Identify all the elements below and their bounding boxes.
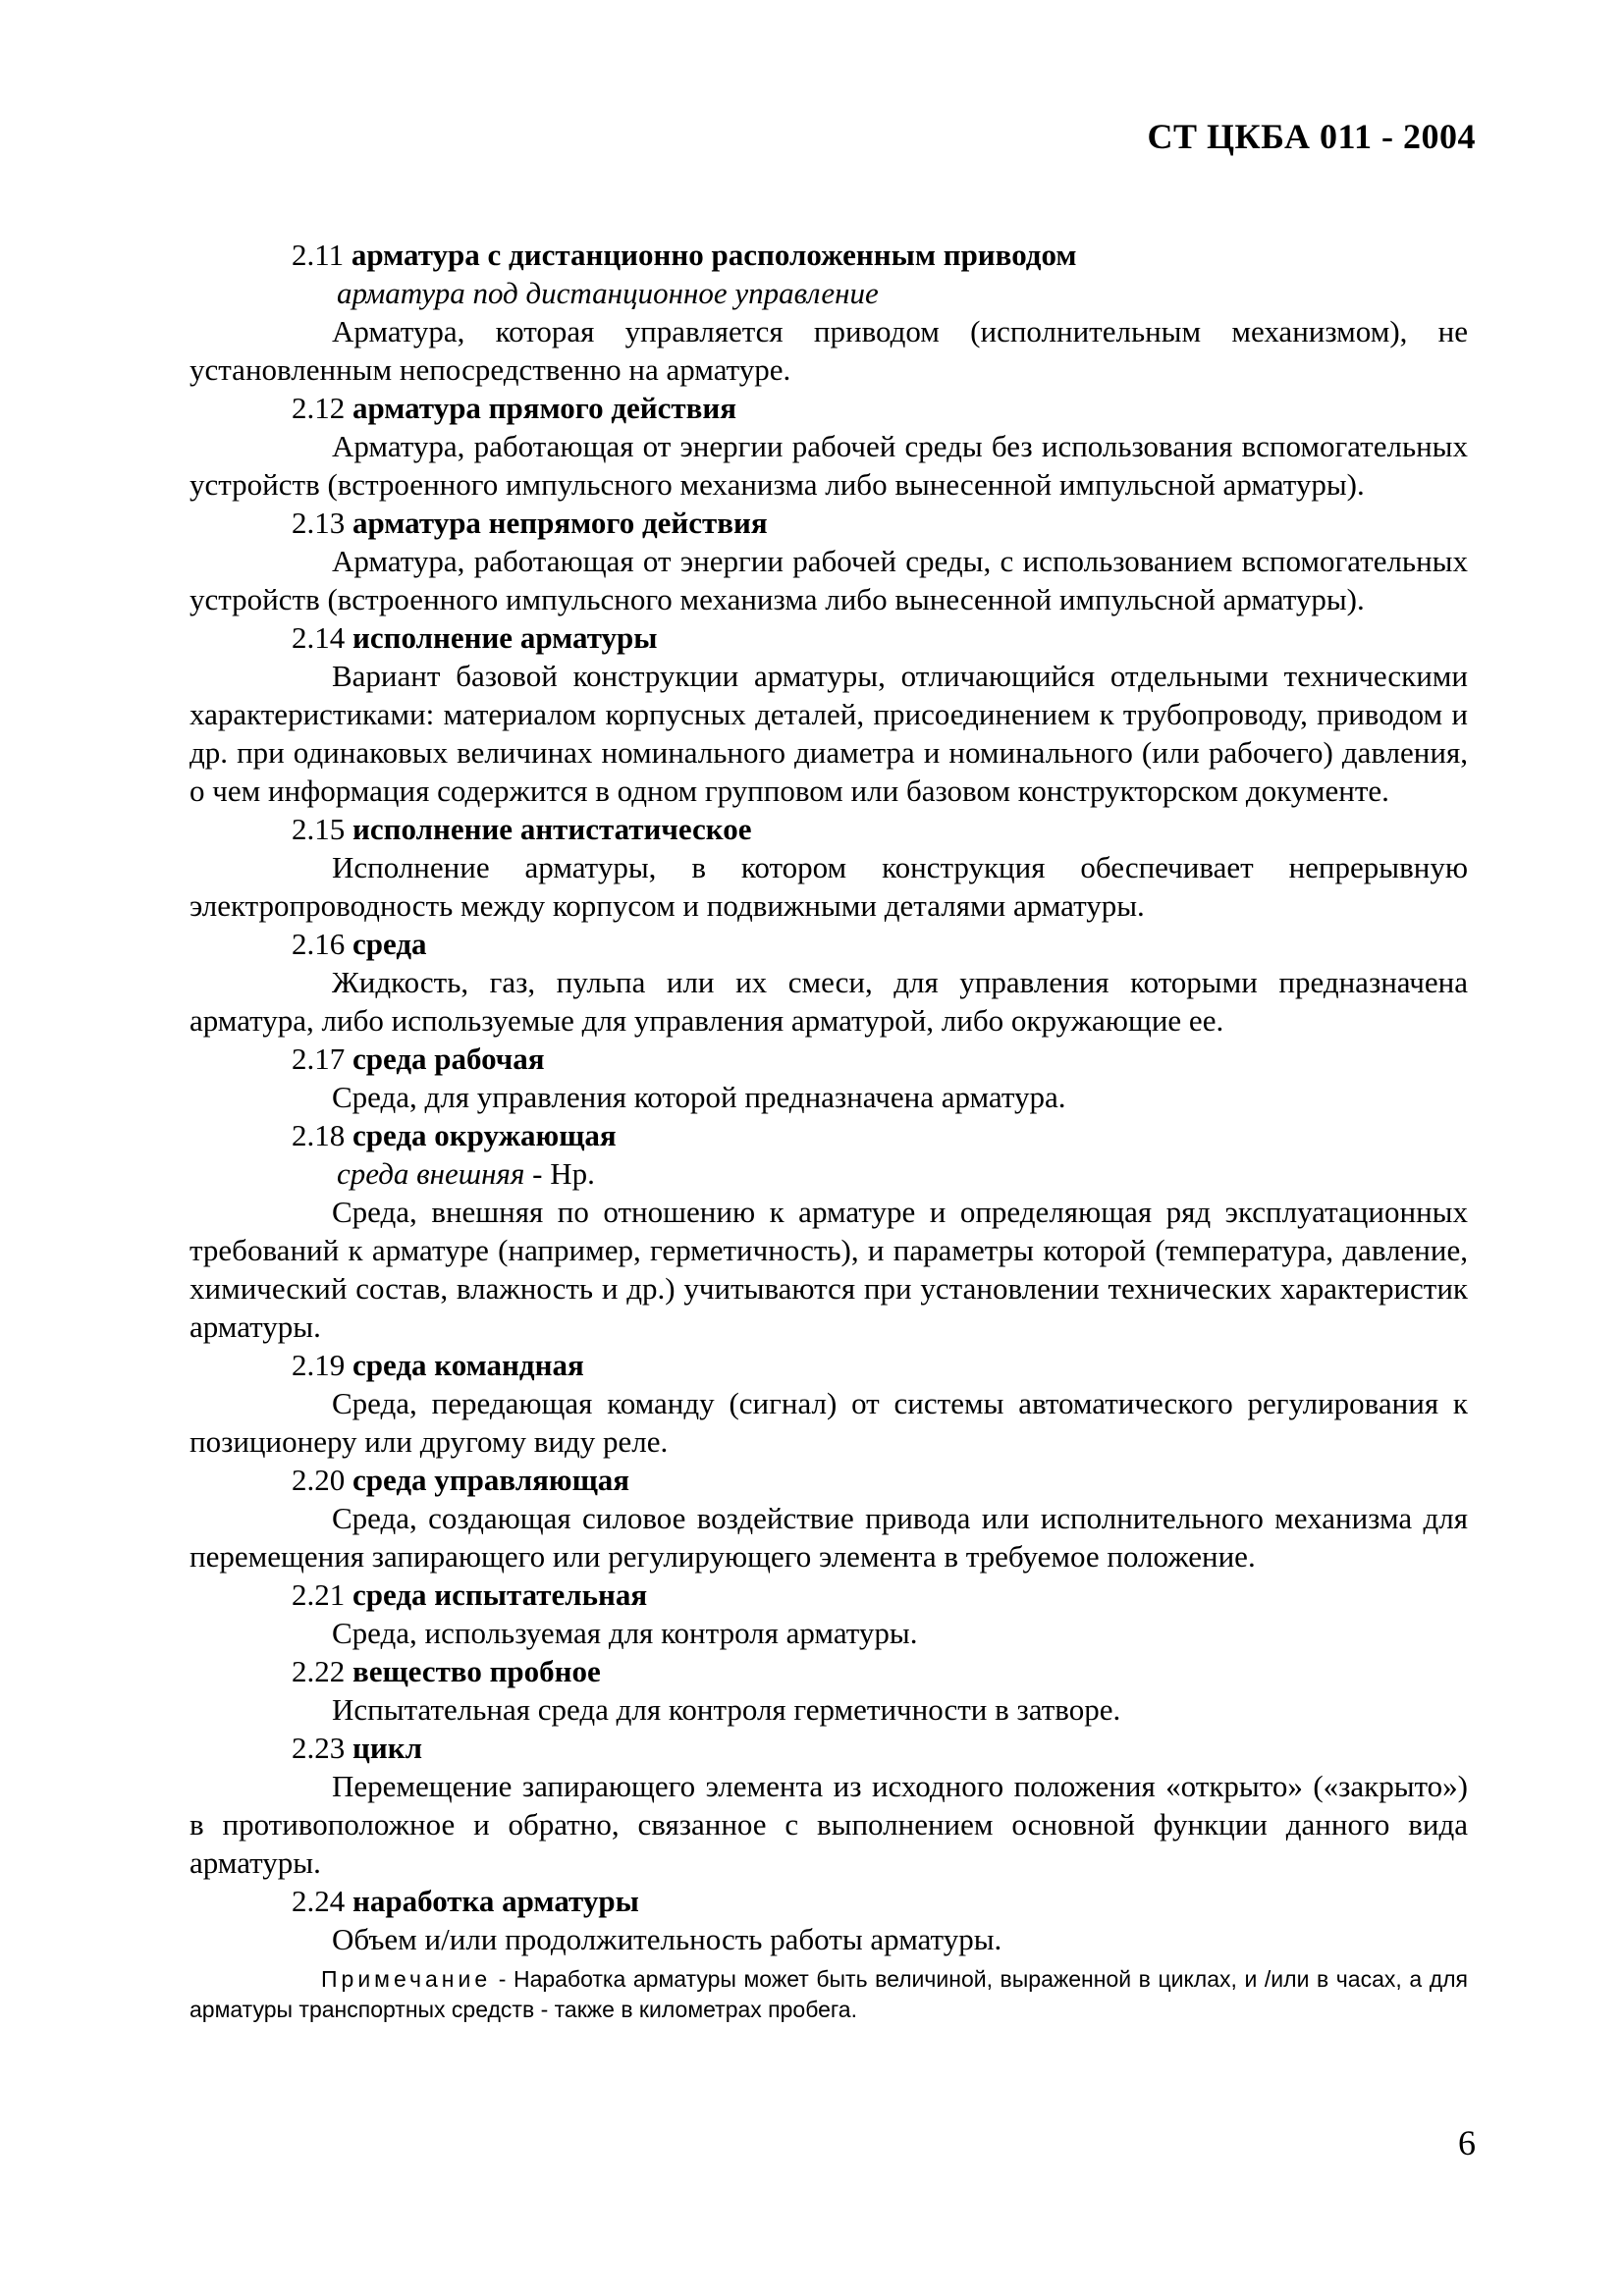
term-name: вещество пробное xyxy=(352,1654,601,1688)
term-name: наработка арматуры xyxy=(352,1884,639,1918)
term-number: 2.11 xyxy=(292,238,345,272)
term-name: среда командная xyxy=(352,1348,584,1382)
term-synonym: арматура под дистанционное управление xyxy=(337,276,879,310)
term-heading xyxy=(292,1729,1468,1767)
synonym-suffix: - Нр. xyxy=(524,1156,595,1191)
term-definition: Жидкость, газ, пульпа или их смеси, для управления которыми предназначена арматура, либо используемые для управления арматурой, либо окружающие ее. xyxy=(189,965,1468,1038)
term-definition: Среда, внешняя по отношению к арматуре и определяющая ряд эксплуатационных требований к арматуре (например, герметичность), и параметры которой (температура, давление, химический состав, влажность и др.) учитываются при установлении технических характеристик арматуры. xyxy=(189,1195,1468,1344)
note xyxy=(189,1964,1468,2025)
term-name: арматура прямого действия xyxy=(352,391,736,425)
term-definition: Арматура, работающая от энергии рабочей среды, с использованием вспомогательных устройств (встроенного импульсного механизма либо вынесенной импульсной арматуры). xyxy=(189,544,1468,616)
term-heading xyxy=(292,618,1468,657)
term-heading xyxy=(292,236,1468,274)
term-number: 2.23 xyxy=(292,1731,346,1765)
entry-2-16 xyxy=(189,925,1468,1040)
term-number: 2.17 xyxy=(292,1041,346,1076)
term-heading xyxy=(292,1882,1468,1920)
term-heading xyxy=(292,925,1468,963)
term-definition: Испытательная среда для контроля герметичности в затворе. xyxy=(332,1692,1121,1727)
term-number: 2.16 xyxy=(292,927,346,961)
entry-2-17 xyxy=(189,1040,1468,1116)
term-synonym-line xyxy=(337,1154,1468,1193)
definitions-content xyxy=(189,236,1468,2025)
term-definition: Исполнение арматуры, в котором конструкция обеспечивает непрерывную электропроводность между корпусом и подвижными деталями арматуры. xyxy=(189,850,1468,923)
term-number: 2.19 xyxy=(292,1348,346,1382)
term-heading xyxy=(292,504,1468,542)
term-name: цикл xyxy=(352,1731,422,1765)
entry-2-22 xyxy=(189,1652,1468,1729)
term-definition: Среда, для управления которой предназначена арматура. xyxy=(332,1080,1066,1114)
entry-2-19 xyxy=(189,1346,1468,1461)
term-heading xyxy=(292,810,1468,848)
term-heading xyxy=(292,1461,1468,1499)
term-name: среда испытательная xyxy=(352,1577,648,1612)
note-text: - Наработка арматуры может быть величиной, выраженной в циклах, и /или в часах, а для арматуры транспортных средств - также в километрах пробега. xyxy=(189,1966,1468,2022)
term-name: исполнение арматуры xyxy=(352,620,658,655)
term-number: 2.12 xyxy=(292,391,346,425)
term-number: 2.22 xyxy=(292,1654,346,1688)
term-name: исполнение антистатическое xyxy=(352,812,752,846)
term-name: среда рабочая xyxy=(352,1041,545,1076)
term-number: 2.20 xyxy=(292,1463,346,1497)
term-number: 2.14 xyxy=(292,620,346,655)
term-heading xyxy=(292,1575,1468,1614)
term-heading xyxy=(292,1346,1468,1384)
page-number: 6 xyxy=(1458,2123,1476,2163)
entry-2-11 xyxy=(189,236,1468,389)
term-name: среда окружающая xyxy=(352,1118,617,1152)
term-definition: Арматура, которая управляется приводом (исполнительным механизмом), не установленным непосредственно на арматуре. xyxy=(189,314,1468,387)
term-definition: Среда, создающая силовое воздействие привода или исполнительного механизма для перемещения запирающего или регулирующего элемента в требуемое положение. xyxy=(189,1501,1468,1574)
term-heading xyxy=(292,1116,1468,1154)
entry-2-21 xyxy=(189,1575,1468,1652)
entry-2-18 xyxy=(189,1116,1468,1346)
term-number: 2.24 xyxy=(292,1884,346,1918)
term-number: 2.13 xyxy=(292,506,346,540)
term-definition: Перемещение запирающего элемента из исходного положения «открыто» («закрыто») в противоположное и обратно, связанное с выполнением основной функции данного вида арматуры. xyxy=(189,1769,1468,1880)
term-name: арматура с дистанционно расположенным приводом xyxy=(351,238,1077,272)
term-number: 2.21 xyxy=(292,1577,346,1612)
term-definition: Вариант базовой конструкции арматуры, отличающийся отдельными техническими характеристиками: материалом корпусных деталей, присоединением к трубопроводу, приводом и др. при одинаковых величинах номинального диаметра и номинального (или рабочего) давления, о чем информация содержится в одном групповом или базовом конструкторском документе. xyxy=(189,659,1468,808)
term-name: среда xyxy=(352,927,427,961)
entry-2-13 xyxy=(189,504,1468,618)
term-number: 2.15 xyxy=(292,812,346,846)
term-synonym: среда внешняя xyxy=(337,1156,525,1191)
entry-2-20 xyxy=(189,1461,1468,1575)
term-name: арматура непрямого действия xyxy=(352,506,768,540)
entry-2-24 xyxy=(189,1882,1468,1958)
entry-2-14 xyxy=(189,618,1468,810)
entry-2-23 xyxy=(189,1729,1468,1882)
term-definition: Объем и/или продолжительность работы арматуры. xyxy=(332,1922,1002,1956)
term-heading xyxy=(292,1040,1468,1078)
term-heading xyxy=(292,1652,1468,1690)
term-definition: Среда, передающая команду (сигнал) от системы автоматического регулирования к позиционеру или другому виду реле. xyxy=(189,1386,1468,1459)
term-name: среда управляющая xyxy=(352,1463,630,1497)
term-definition: Арматура, работающая от энергии рабочей среды без использования вспомогательных устройств (встроенного импульсного механизма либо вынесенной импульсной арматуры). xyxy=(189,429,1468,502)
term-number: 2.18 xyxy=(292,1118,346,1152)
entry-2-12 xyxy=(189,389,1468,504)
term-definition: Среда, используемая для контроля арматуры. xyxy=(332,1616,918,1650)
entry-2-15 xyxy=(189,810,1468,925)
document-code: СТ ЦКБА 011 - 2004 xyxy=(1147,117,1476,156)
term-heading xyxy=(292,389,1468,427)
note-label: Примечание xyxy=(321,1966,492,1992)
